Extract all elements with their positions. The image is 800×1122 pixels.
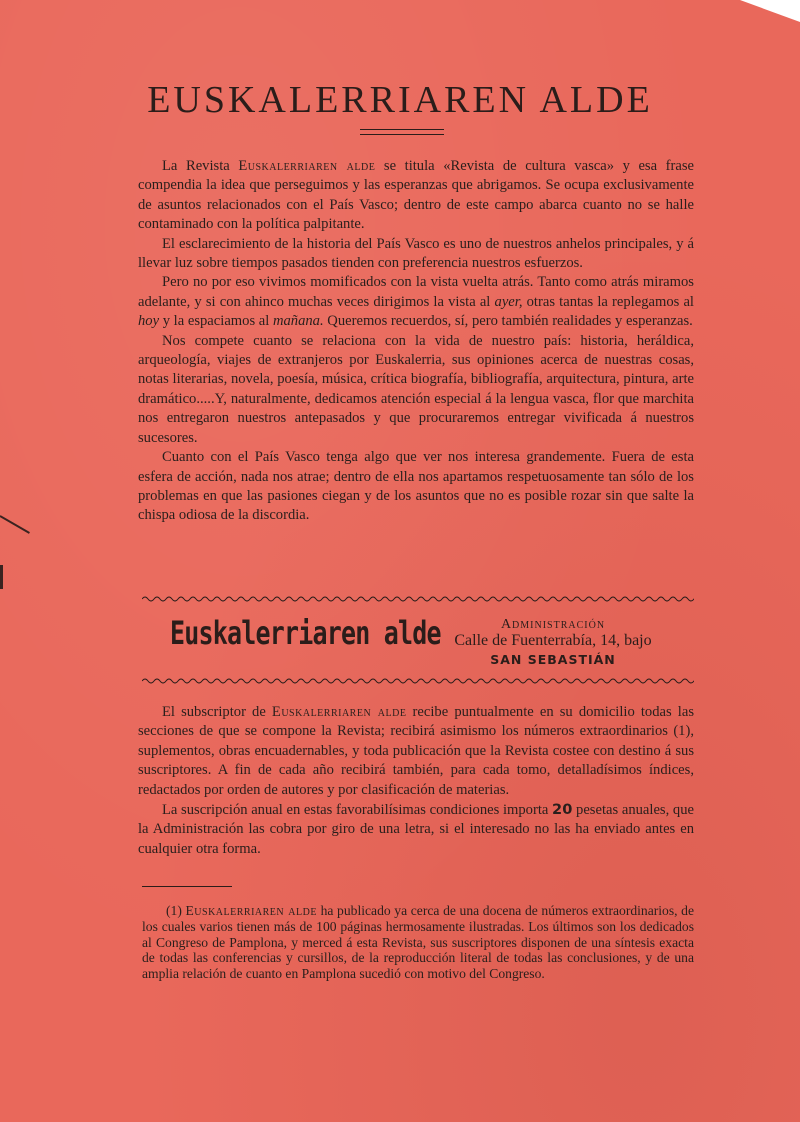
- administration-street: Calle de Fuenterrabía, 14, bajo: [454, 632, 652, 649]
- wavy-divider-bottom: [142, 677, 694, 685]
- intro-p1-text-b: se titula «Revista de cultura vasca» y esa frase compendia la idea que perseguimos y las esperanzas que abrigamos. Se ocupa exclusivamente de asuntos relacionados con el País Vasco; dentro de este campo abarca cuanto no se halle contaminado con la política palpitante.: [138, 158, 695, 233]
- intro-paragraph-3: [138, 273, 694, 331]
- subscription-section: [138, 703, 694, 859]
- administration-city: SAN SEBASTIÁN: [490, 652, 616, 667]
- wavy-divider-top: [142, 595, 694, 603]
- magazine-name: Euskalerriaren alde: [271, 704, 407, 720]
- binding-mark: [0, 515, 30, 534]
- intro-p3-text-a: Pero no por eso vivimos momificados con la vista vuelta atrás. Tanto como atrás miramos adelante, y si con ahinco muchas veces dirigimos la vista al: [138, 274, 694, 310]
- magazine-name: Euskalerriaren alde: [238, 158, 376, 174]
- subscription-p1-text-a: El subscriptor de: [162, 704, 272, 720]
- page-title: EUSKALERRIAREN ALDE: [147, 79, 653, 121]
- magazine-name: Euskalerriaren alde: [185, 903, 317, 918]
- footnote-text: ha publicado ya cerca de una docena de números extraordinarios, de los cuales varios tienen más de 100 páginas hermosamente ilustradas. Los últimos son los dedicados al Congreso de Pamplona, y merced á esta Revista, sus suscriptores disponen de una síntesis exacta de todas las conferencias y cursillos, de la reproducción literal de todas las conclusiones, y de una amplia relación de cuanto en Pamplona sucedió con motivo del Congreso.: [142, 903, 695, 982]
- intro-p3-text-d: Queremos recuerdos, sí, pero también realidades y esperanzas.: [323, 313, 693, 330]
- intro-paragraph-4: Nos compete cuanto se relaciona con la vida de nuestro país: historia, heráldica, arqueología, viajes de extranjeros por Euskalerria, sus opiniones acerca de nuestras cosas, notas literarias, novela, poesía, música, crítica biografía, bibliografía, arquitectura, pintura, arte dramático.....Y, naturalmente, dedicamos atención especial á la lengua vasca, flor que marchita nos entregaron nuestros antepasados y que procuraremos entregar vivificada á nuestros sucesores.: [138, 332, 694, 446]
- intro-p3-text-c: y la espaciamos al: [159, 313, 273, 330]
- subscription-price: 20: [552, 801, 573, 819]
- subscription-p2-text-a: La suscripción anual en estas favorabilísimas condiciones importa: [162, 802, 553, 819]
- administration-label: Administración: [500, 617, 606, 632]
- subscription-paragraph-1: [138, 703, 694, 800]
- word-hoy: hoy: [138, 313, 160, 330]
- intro-section: [138, 157, 694, 526]
- intro-p1-text-a: La Revista: [162, 158, 239, 174]
- intro-paragraph-1: [138, 157, 694, 235]
- footnote-separator: [142, 886, 232, 887]
- subscription-paragraph-2: [138, 800, 694, 859]
- subscription-p2-text-b: pesetas anuales, que la Administración las cobra por giro de una letra, si el interesado no las ha enviado antes en cualquier otra forma.: [138, 802, 694, 857]
- intro-paragraph-5: Cuanto con el País Vasco tenga algo que ver nos interesa grandemente. Fuera de esta esfera de acción, nada nos atrae; dentro de ella nos apartamos respetuosamente tan sólo de los problemas en que las pasiones ciegan y de los asuntos que no es posible rozar sin que salte la chispa odiosa de la discordia.: [138, 449, 694, 524]
- word-ayer: ayer,: [494, 293, 523, 310]
- masthead-name: Euskalerriaren alde: [170, 614, 441, 652]
- intro-paragraph-2: El esclarecimiento de la historia del País Vasco es uno de nuestros anhelos principales, y á llevar luz sobre tiempos pasados tienden con preferencia nuestros esfuerzos.: [138, 235, 694, 272]
- footnote-marker: (1): [166, 903, 186, 918]
- title-underline: [360, 129, 444, 135]
- subscription-p1-text-b: recibe puntualmente en su domicilio todas las secciones de que se compone la Revista; recibirá asimismo los números extraordinarios (1), suplementos, obras encuadernables, y toda publicación que la Revista costee con destino á sus suscriptores. A fin de cada año recibirá también, para cada tomo, detalladísimos índices, redactados por orden de autores y por clasificación de materias.: [138, 704, 694, 798]
- page-corner-fold: [740, 0, 800, 22]
- binding-mark-lower: [0, 565, 3, 589]
- intro-p3-text-b: otras tantas la replegamos al: [522, 293, 694, 310]
- footnote: [142, 903, 694, 982]
- word-manana: mañana.: [272, 313, 324, 330]
